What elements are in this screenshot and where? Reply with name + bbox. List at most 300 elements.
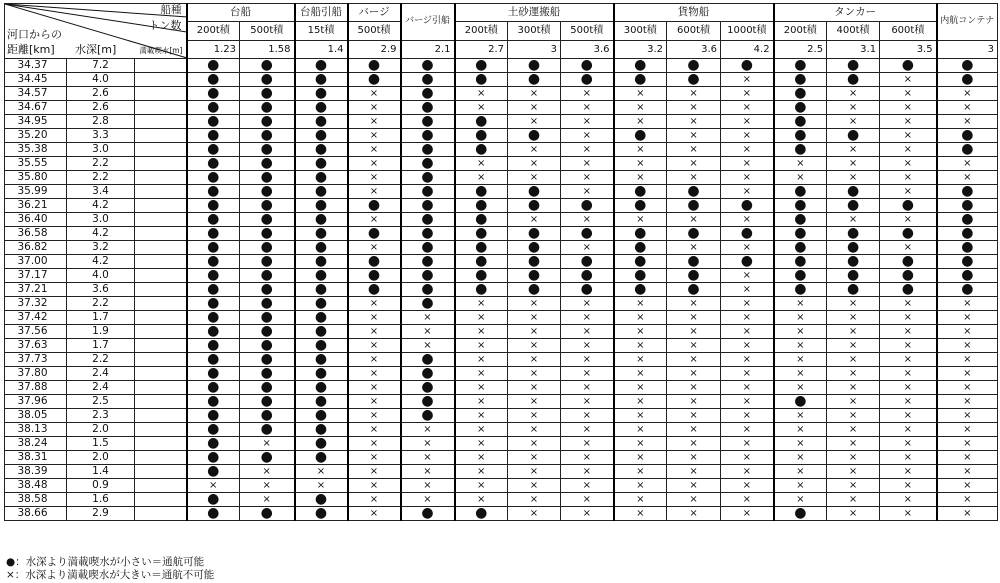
impassable-mark: × [880,115,937,129]
passable-mark: ● [348,73,401,87]
passable-mark: ● [774,59,827,73]
passable-mark: ● [774,73,827,87]
ship-group-header: 貨物船 [614,4,774,22]
passable-mark: ● [295,339,348,353]
impassable-mark: × [880,465,937,479]
table-row [5,381,998,395]
impassable-mark: × [667,143,721,157]
passable-mark: ● [774,283,827,297]
passable-mark: ● [614,129,667,143]
passable-mark: ● [880,269,937,283]
impassable-mark: × [880,157,937,171]
impassable-mark: × [508,395,561,409]
impassable-mark: × [667,129,721,143]
passable-mark: ● [240,311,295,325]
passable-mark: ● [667,199,721,213]
impassable-mark: × [774,381,827,395]
passable-mark: ● [187,297,240,311]
ship-group-header: タンカー [774,4,937,22]
impassable-mark: × [721,451,774,465]
passable-mark: ● [348,227,401,241]
impassable-mark: × [401,451,455,465]
tonnage-header: 300t積 [508,22,561,40]
passable-mark: ● [667,255,721,269]
impassable-mark: × [295,479,348,493]
passable-mark: ● [295,395,348,409]
passable-mark: ● [937,213,998,227]
impassable-mark: × [348,87,401,101]
draft-header: 2.5 [774,40,827,58]
distance-cell: 38.24 [5,437,67,451]
passable-mark: ● [295,143,348,157]
table-row [5,479,998,493]
passable-mark: ● [187,115,240,129]
corner-depth-label: 水深[m] [75,43,117,56]
corner-distance-label: 河口からの [7,28,62,41]
impassable-mark: × [827,353,880,367]
impassable-mark: × [455,101,508,115]
passable-mark: ● [561,283,614,297]
navigability-table [4,3,998,521]
depth-cell: 7.2 [67,59,135,73]
impassable-mark: × [937,479,998,493]
depth-cell: 2.3 [67,409,135,423]
impassable-mark: × [880,311,937,325]
impassable-mark: × [348,465,401,479]
impassable-mark: × [508,87,561,101]
impassable-mark: × [667,367,721,381]
impassable-mark: × [455,339,508,353]
impassable-mark: × [721,367,774,381]
impassable-mark: × [774,409,827,423]
impassable-mark: × [561,507,614,521]
impassable-mark: × [348,353,401,367]
impassable-mark: × [401,437,455,451]
impassable-mark: × [880,73,937,87]
depth-cell: 3.4 [67,185,135,199]
table-row [5,255,998,269]
depth-cell: 1.4 [67,465,135,479]
distance-cell: 37.80 [5,367,67,381]
passable-mark: ● [401,367,455,381]
distance-cell: 38.31 [5,451,67,465]
impassable-mark: × [455,381,508,395]
passable-mark: ● [455,115,508,129]
impassable-mark: × [348,143,401,157]
passable-mark: ● [187,437,240,451]
impassable-mark: × [348,507,401,521]
draft-spacer-cell [135,87,187,101]
impassable-mark: × [880,87,937,101]
impassable-mark: × [401,465,455,479]
ship-group-header: バージ [348,4,401,22]
impassable-mark: × [827,339,880,353]
impassable-mark: × [880,409,937,423]
passable-mark: ● [614,283,667,297]
passable-mark: ● [295,367,348,381]
impassable-mark: × [348,451,401,465]
impassable-mark: × [937,325,998,339]
passable-mark: ● [295,73,348,87]
passable-mark: ● [295,115,348,129]
impassable-mark: × [667,479,721,493]
passable-mark: ● [187,339,240,353]
passable-mark: ● [295,311,348,325]
impassable-mark: × [561,353,614,367]
tonnage-header: 15t積 [295,22,348,40]
passable-mark: ● [774,129,827,143]
passable-mark: ● [827,129,880,143]
passable-mark: ● [937,73,998,87]
impassable-mark: × [614,143,667,157]
distance-cell: 35.20 [5,129,67,143]
impassable-mark: × [401,423,455,437]
impassable-mark: × [508,101,561,115]
passable-mark: ● [455,283,508,297]
tonnage-header: 1000t積 [721,22,774,40]
impassable-mark: × [721,325,774,339]
depth-cell: 2.2 [67,171,135,185]
impassable-mark: × [508,297,561,311]
impassable-mark: × [827,101,880,115]
impassable-mark: × [348,423,401,437]
impassable-mark: × [880,171,937,185]
impassable-mark: × [614,325,667,339]
impassable-mark: × [937,339,998,353]
draft-spacer-cell [135,255,187,269]
impassable-mark: × [614,115,667,129]
impassable-mark: × [508,479,561,493]
impassable-mark: × [348,325,401,339]
passable-mark: ● [187,423,240,437]
impassable-mark: × [721,157,774,171]
impassable-mark: × [614,157,667,171]
impassable-mark: × [721,283,774,297]
depth-cell: 3.0 [67,143,135,157]
impassable-mark: × [508,493,561,507]
passable-mark: ● [401,409,455,423]
distance-cell: 36.82 [5,241,67,255]
impassable-mark: × [880,325,937,339]
passable-mark: ● [774,143,827,157]
impassable-mark: × [827,451,880,465]
draft-spacer-cell [135,157,187,171]
table-row [5,507,998,521]
passable-mark: ● [187,507,240,521]
impassable-mark: × [561,381,614,395]
passable-mark: ● [561,227,614,241]
passable-mark: ● [937,227,998,241]
impassable-mark: × [937,311,998,325]
impassable-mark: × [880,479,937,493]
impassable-mark: × [561,423,614,437]
impassable-mark: × [614,367,667,381]
passable-mark: ● [508,227,561,241]
passable-mark: ● [295,129,348,143]
depth-cell: 2.4 [67,367,135,381]
impassable-mark: × [721,493,774,507]
impassable-mark: × [348,101,401,115]
passable-mark: ● [295,381,348,395]
depth-cell: 2.6 [67,101,135,115]
passable-mark: ● [561,59,614,73]
impassable-mark: × [721,269,774,283]
impassable-mark: × [827,87,880,101]
depth-cell: 2.9 [67,507,135,521]
impassable-mark: × [508,157,561,171]
passable-mark: ● [295,325,348,339]
table-row [5,227,998,241]
draft-spacer-cell [135,451,187,465]
distance-cell: 38.05 [5,409,67,423]
passable-mark: ● [401,171,455,185]
passable-mark: ● [187,311,240,325]
impassable-mark: × [721,297,774,311]
draft-spacer-cell [135,367,187,381]
impassable-mark: × [774,157,827,171]
passable-mark: ● [240,129,295,143]
passable-mark: ● [401,269,455,283]
passable-mark: ● [187,283,240,297]
impassable-mark: × [880,423,937,437]
impassable-mark: × [721,241,774,255]
passable-mark: ● [240,297,295,311]
impassable-mark: × [667,87,721,101]
distance-cell: 37.17 [5,269,67,283]
passable-mark: ● [721,199,774,213]
passable-mark: ● [187,129,240,143]
impassable-mark: × [348,367,401,381]
passable-mark: ● [667,227,721,241]
draft-spacer-cell [135,339,187,353]
impassable-mark: × [455,87,508,101]
distance-cell: 37.56 [5,325,67,339]
impassable-mark: × [721,311,774,325]
impassable-mark: × [880,367,937,381]
impassable-mark: × [348,157,401,171]
passable-mark: ● [401,227,455,241]
depth-cell: 3.2 [67,241,135,255]
impassable-mark: × [774,297,827,311]
impassable-mark: × [667,437,721,451]
passable-mark: ● [187,269,240,283]
passable-mark: ● [187,157,240,171]
impassable-mark: × [561,437,614,451]
ship-group-header: 台船 [187,4,295,22]
draft-spacer-cell [135,269,187,283]
passable-mark: ● [295,493,348,507]
depth-cell: 2.6 [67,87,135,101]
passable-mark: ● [455,73,508,87]
passable-mark: ● [187,87,240,101]
passable-mark: ● [508,269,561,283]
impassable-mark: × [827,465,880,479]
passable-mark: ● [667,283,721,297]
passable-mark: ● [240,353,295,367]
passable-mark: ● [348,255,401,269]
impassable-mark: × [561,87,614,101]
depth-cell: 4.0 [67,269,135,283]
passable-mark: ● [774,87,827,101]
passable-mark: ● [295,171,348,185]
impassable-mark: × [667,465,721,479]
impassable-mark: × [561,129,614,143]
impassable-mark: × [880,493,937,507]
impassable-mark: × [880,185,937,199]
impassable-mark: × [187,479,240,493]
impassable-mark: × [455,493,508,507]
distance-cell: 35.99 [5,185,67,199]
passable-mark: ● [455,59,508,73]
draft-spacer-cell [135,185,187,199]
draft-spacer-cell [135,465,187,479]
impassable-mark: × [561,367,614,381]
impassable-mark: × [667,409,721,423]
passable-mark: ● [455,213,508,227]
distance-cell: 37.32 [5,297,67,311]
passable-mark: ● [187,59,240,73]
impassable-mark: × [880,101,937,115]
impassable-mark: × [455,367,508,381]
depth-cell: 1.7 [67,311,135,325]
passable-mark: ● [295,255,348,269]
impassable-mark: × [667,507,721,521]
distance-cell: 36.21 [5,199,67,213]
passable-mark: ● [295,409,348,423]
impassable-mark: × [880,381,937,395]
passable-mark: ● [187,325,240,339]
passable-mark: ● [240,381,295,395]
impassable-mark: × [827,115,880,129]
draft-header: 3.5 [880,40,937,58]
impassable-mark: × [614,87,667,101]
passable-mark: ● [827,255,880,269]
passable-mark: ● [667,59,721,73]
impassable-mark: × [295,465,348,479]
draft-header: 1.23 [187,40,240,58]
impassable-mark: × [937,367,998,381]
tonnage-header: 600t積 [667,22,721,40]
depth-cell: 3.6 [67,283,135,297]
passable-mark: ● [721,255,774,269]
impassable-mark: × [614,437,667,451]
impassable-mark: × [508,213,561,227]
passable-mark: ● [240,227,295,241]
draft-header: 3.1 [827,40,880,58]
draft-header: 4.2 [721,40,774,58]
impassable-mark: × [721,423,774,437]
passable-mark: ● [774,213,827,227]
depth-cell: 2.8 [67,115,135,129]
passable-mark: ● [187,73,240,87]
draft-spacer-cell [135,129,187,143]
passable-mark: ● [774,227,827,241]
passable-mark: ● [455,129,508,143]
depth-cell: 2.2 [67,353,135,367]
table-row [5,129,998,143]
passable-mark: ● [295,353,348,367]
depth-cell: 0.9 [67,479,135,493]
passable-mark: ● [295,185,348,199]
distance-cell: 35.80 [5,171,67,185]
passable-mark: ● [187,255,240,269]
impassable-mark: × [455,353,508,367]
impassable-mark: × [508,115,561,129]
depth-cell: 2.5 [67,395,135,409]
passable-mark: ● [774,185,827,199]
impassable-mark: × [937,507,998,521]
draft-spacer-cell [135,409,187,423]
impassable-mark: × [667,115,721,129]
passable-mark: ● [614,73,667,87]
tonnage-header: 500t積 [240,22,295,40]
impassable-mark: × [508,339,561,353]
impassable-mark: × [667,311,721,325]
impassable-mark: × [614,339,667,353]
impassable-mark: × [827,437,880,451]
depth-cell: 2.2 [67,157,135,171]
passable-mark: ● [614,241,667,255]
table-row [5,87,998,101]
passable-mark: ● [827,59,880,73]
impassable-mark: × [508,451,561,465]
impassable-mark: × [508,507,561,521]
passable-mark: ● [937,143,998,157]
impassable-mark: × [508,409,561,423]
passable-mark: ● [240,185,295,199]
passable-mark: ● [187,101,240,115]
passable-mark: ● [937,255,998,269]
impassable-mark: × [348,115,401,129]
passable-mark: ● [561,199,614,213]
impassable-mark: × [667,171,721,185]
depth-cell: 4.2 [67,199,135,213]
distance-cell: 38.13 [5,423,67,437]
passable-mark: ● [187,227,240,241]
distance-cell: 38.58 [5,493,67,507]
impassable-mark: × [880,353,937,367]
table-row [5,465,998,479]
passable-mark: ● [401,129,455,143]
passable-mark: ● [240,325,295,339]
passable-mark: ● [295,297,348,311]
impassable-mark: × [348,185,401,199]
table-row [5,185,998,199]
table-row [5,199,998,213]
impassable-mark: × [774,451,827,465]
impassable-mark: × [561,213,614,227]
passable-mark: ● [295,451,348,465]
tonnage-header: 400t積 [827,22,880,40]
impassable-mark: × [614,493,667,507]
impassable-mark: × [614,311,667,325]
tonnage-header: 200t積 [774,22,827,40]
impassable-mark: × [348,395,401,409]
impassable-mark: × [401,493,455,507]
corner-tonnage-label: トン数 [148,19,182,32]
table-row [5,157,998,171]
legend-impassable: ×：水深より満載喫水が大きい＝通航不可能 [6,569,215,581]
passable-mark: ● [187,185,240,199]
header-corner-cell [5,4,187,59]
draft-spacer-cell [135,479,187,493]
passable-mark: ● [240,339,295,353]
depth-cell: 2.2 [67,297,135,311]
impassable-mark: × [667,241,721,255]
impassable-mark: × [827,171,880,185]
impassable-mark: × [240,437,295,451]
impassable-mark: × [614,101,667,115]
